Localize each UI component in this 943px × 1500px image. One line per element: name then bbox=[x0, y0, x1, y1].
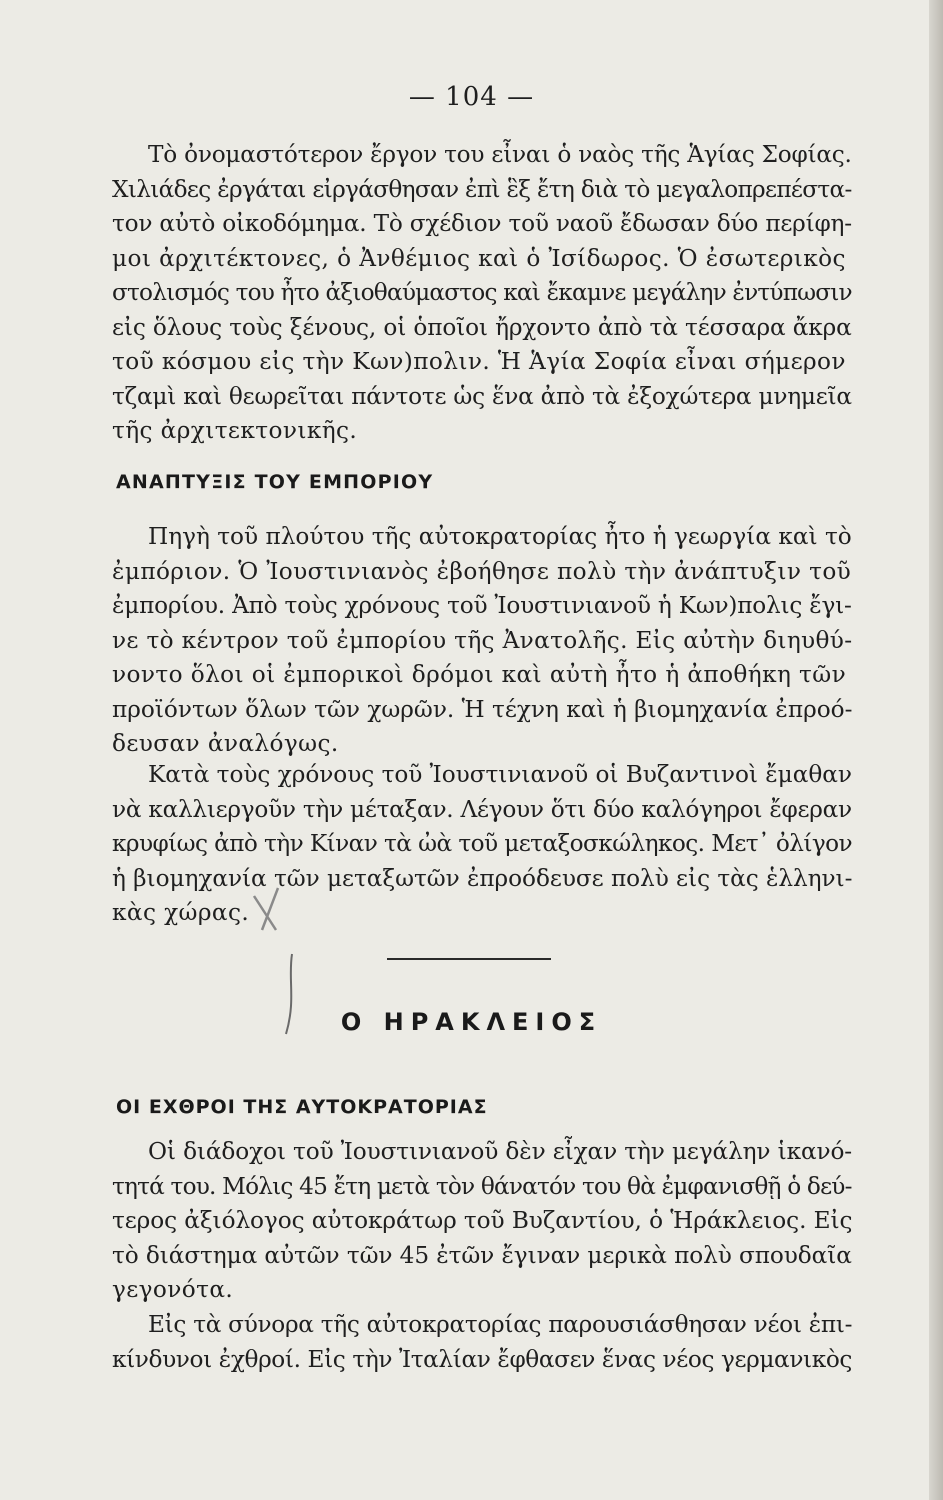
text-line: Κατὰ τοὺς χρόνους τοῦ Ἰουστινιανοῦ οἱ Βυζαντινοὶ ἔμαθαν bbox=[148, 761, 852, 788]
section-heading-enemies: ΟΙ ΕΧΘΡΟΙ ΤΗΣ ΑΥΤΟΚΡΑΤΟΡΙΑΣ bbox=[116, 1096, 488, 1118]
text-line: τῆς ἀρχιτεκτονικῆς. bbox=[112, 417, 358, 444]
text-line: ἐμπορίου. Ἀπὸ τοὺς χρόνους τοῦ Ἰουστινιανοῦ ἡ Κων)πολις ἔγι- bbox=[112, 592, 852, 619]
chapter-divider bbox=[387, 958, 551, 960]
text-line: ἡ βιομηχανία τῶν μεταξωτῶν ἐπροόδευσε πολὺ εἰς τὰς ἑλληνι- bbox=[112, 864, 853, 892]
paragraph-trade-1 bbox=[112, 520, 852, 762]
text-line: γεγονότα. bbox=[112, 1276, 234, 1303]
text-line: τοῦ κόσμου εἰς τὴν Κων)πολιν. Ἡ Ἁγία Σοφία εἶναι σήμερον bbox=[112, 348, 846, 375]
page-edge bbox=[929, 0, 943, 1500]
text-line: ἐμπόριον. Ὁ Ἰουστινιανὸς ἐβοήθησε πολὺ τὴν ἀνάπτυξιν τοῦ bbox=[112, 557, 852, 585]
paragraph-hagia-sophia bbox=[112, 138, 852, 449]
paragraph-enemies-2 bbox=[112, 1308, 852, 1377]
text-line: νὰ καλλιεργοῦν τὴν μέταξαν. Λέγουν ὅτι δύο καλόγηροι ἔφεραν bbox=[112, 795, 852, 823]
text-line: Χιλιάδες ἐργάται εἰργάσθησαν ἐπὶ ἓξ ἔτη διὰ τὸ μεγαλοπρεπέστα- bbox=[112, 175, 852, 203]
text-line: τερος ἀξιόλογος αὐτοκράτωρ τοῦ Βυζαντίου, ὁ Ἡράκλειος. Εἰς bbox=[112, 1207, 853, 1234]
pencil-mark-icon bbox=[248, 878, 288, 938]
page-number: — 104 — bbox=[408, 82, 535, 112]
text-line: προϊόντων ὅλων τῶν χωρῶν. Ἡ τέχνη καὶ ἡ βιομηχανία ἐπροό- bbox=[112, 695, 853, 723]
section-heading-trade: ΑΝΑΠΤΥΞΙΣ ΤΟΥ ΕΜΠΟΡΙΟΥ bbox=[116, 471, 434, 493]
text-line: στολισμός του ἦτο ἀξιοθαύμαστος καὶ ἔκαμνε μεγάλην ἐντύπωσιν bbox=[112, 279, 852, 306]
text-line: Πηγὴ τοῦ πλούτου τῆς αὐτοκρατορίας ἦτο ἡ γεωργία καὶ τὸ bbox=[148, 523, 852, 550]
paragraph-trade-2 bbox=[112, 758, 852, 931]
paragraph-enemies-1 bbox=[112, 1135, 852, 1308]
text-line: μοι ἀρχιτέκτονες, ὁ Ἀνθέμιος καὶ ὁ Ἰσίδωρος. Ὁ ἐσωτερικὸς bbox=[112, 244, 846, 272]
text-line: τητά του. Μόλις 45 ἔτη μετὰ τὸν θάνατόν του θὰ ἐμφανισθῇ ὁ δεύ- bbox=[112, 1172, 852, 1200]
text-line: νοντο ὅλοι οἱ ἐμπορικοὶ δρόμοι καὶ αὐτὴ ἦτο ἡ ἀποθήκη τῶν bbox=[112, 661, 847, 688]
text-line: νε τὸ κέντρον τοῦ ἐμπορίου τῆς Ἀνατολῆς. Εἰς αὐτὴν διηυθύ- bbox=[112, 626, 853, 654]
text-line: δευσαν ἀναλόγως. bbox=[112, 730, 339, 757]
text-line: Εἰς τὰ σύνορα τῆς αὐτοκρατορίας παρουσιάσθησαν νέοι ἐπι- bbox=[148, 1311, 853, 1338]
text-line: Τὸ ὀνομαστότερον ἔργον του εἶναι ὁ ναὸς τῆς Ἁγίας Σοφίας. bbox=[148, 141, 852, 168]
text-line: τον αὐτὸ οἰκοδόμημα. Τὸ σχέδιον τοῦ ναοῦ ἔδωσαν δύο περίφη- bbox=[112, 210, 852, 237]
text-line: τὸ διάστημα αὐτῶν τῶν 45 ἐτῶν ἔγιναν μερικὰ πολὺ σπουδαῖα bbox=[112, 1241, 852, 1269]
text-line: τζαμὶ καὶ θεωρεῖται πάντοτε ὡς ἕνα ἀπὸ τὰ ἐξοχώτερα μνημεῖα bbox=[112, 382, 852, 410]
text-line: Οἱ διάδοχοι τοῦ Ἰουστινιανοῦ δὲν εἶχαν τὴν μεγάλην ἱκανό- bbox=[148, 1138, 853, 1165]
text-line: εἰς ὅλους τοὺς ξένους, οἱ ὁποῖοι ἤρχοντο ἀπὸ τὰ τέσσαρα ἄκρα bbox=[112, 313, 852, 341]
text-line: κὰς χώρας. bbox=[112, 899, 250, 926]
chapter-title: Ο ΗΡΑΚΛΕΙΟΣ bbox=[340, 1008, 603, 1036]
text-line: κίνδυνοι ἐχθροί. Εἰς τὴν Ἰταλίαν ἔφθασεν ἕνας νέος γερμανικὸς bbox=[112, 1345, 853, 1373]
text-line: κρυφίως ἀπὸ τὴν Κίναν τὰ ὠὰ τοῦ μεταξοσκώληκος. Μετ᾿ ὀλίγον bbox=[112, 830, 853, 857]
